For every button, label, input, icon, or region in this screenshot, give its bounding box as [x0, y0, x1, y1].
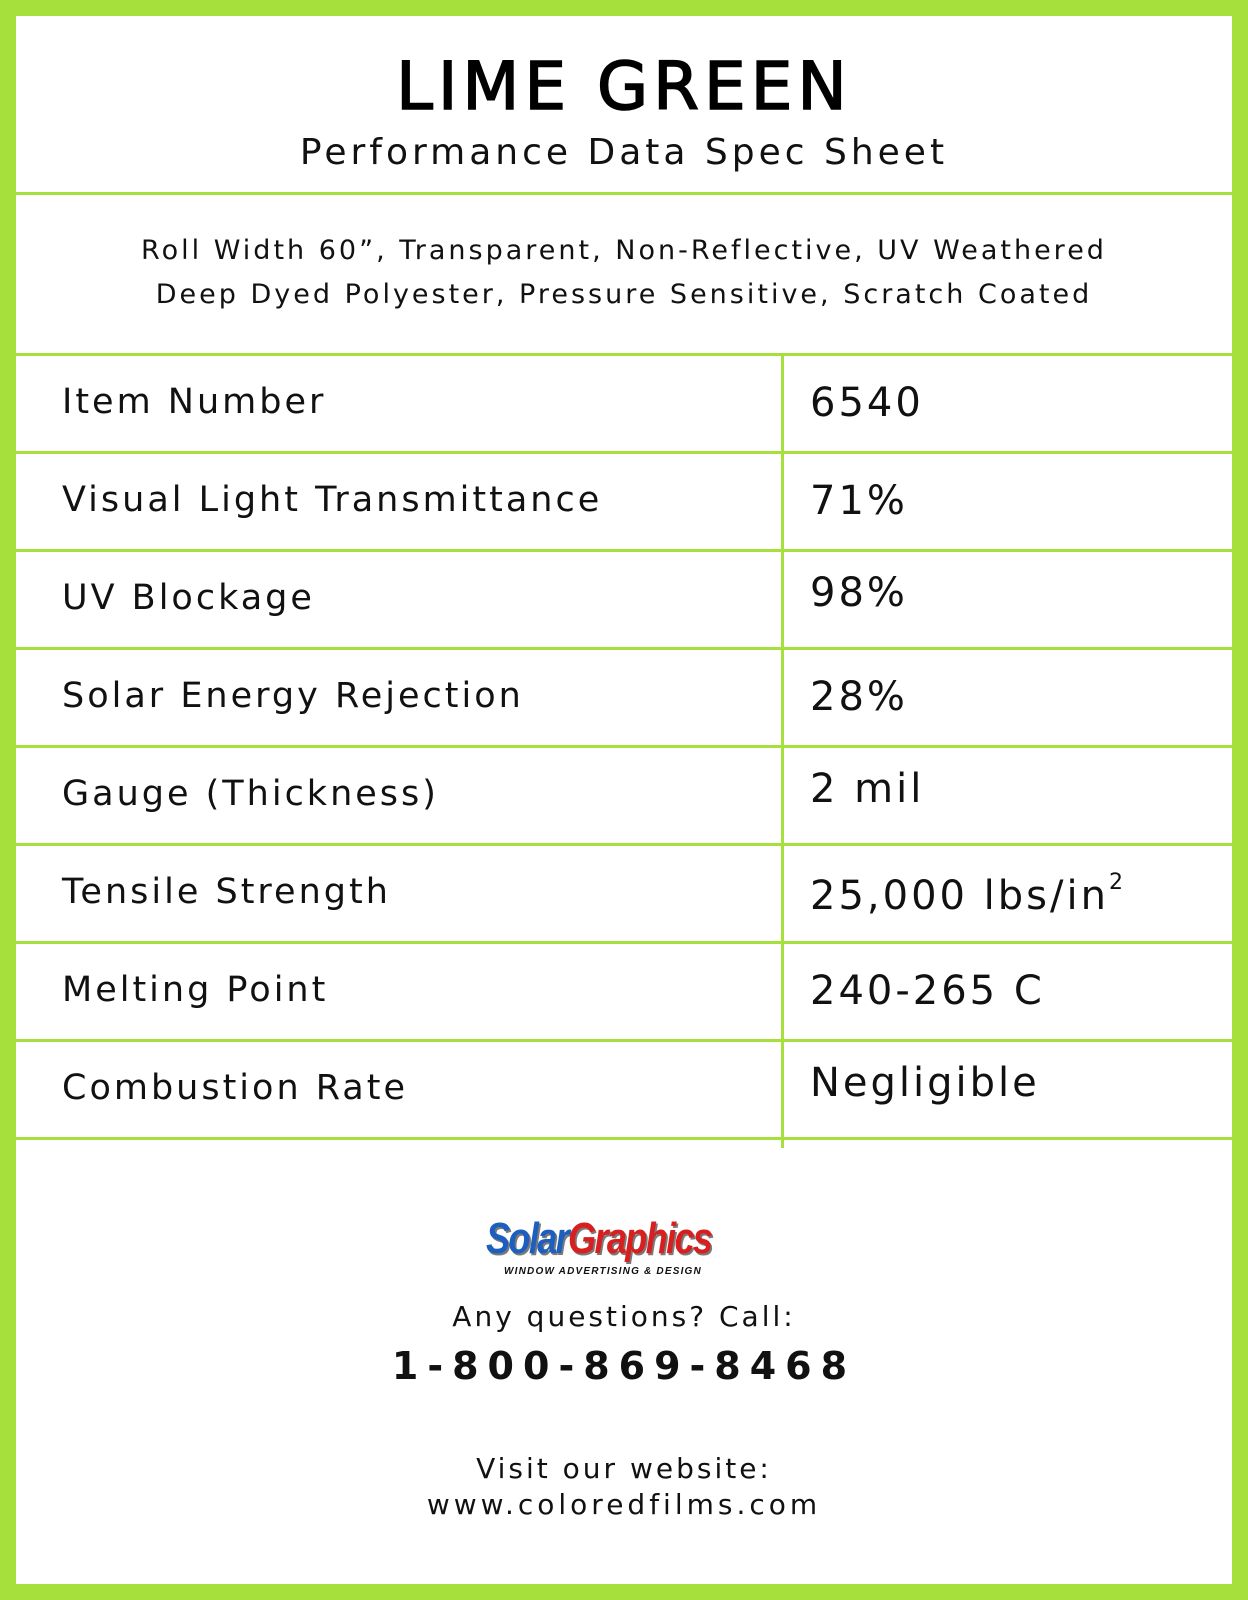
spec-value: 28% — [810, 674, 908, 720]
phone-number: 1-800-869-8468 — [391, 1344, 857, 1388]
questions-text: Any questions? Call: — [452, 1300, 796, 1333]
spec-value: 240-265 C — [810, 968, 1045, 1014]
spec-row-uv-blockage — [16, 552, 1232, 651]
description-line-1: Roll Width 60”, Transparent, Non-Reflective, UV Weathered — [141, 235, 1107, 266]
solar-graphics-logo — [486, 1214, 746, 1286]
spec-row-gauge — [16, 748, 1232, 847]
page-subtitle: Performance Data Spec Sheet — [299, 132, 949, 173]
spec-value: 2 mil — [810, 766, 925, 812]
spec-row-solar-energy-rejection — [16, 650, 1232, 749]
logo-tagline: WINDOW ADVERTISING & DESIGN — [504, 1266, 702, 1277]
spec-row-melting-point — [16, 944, 1232, 1043]
product-description — [16, 229, 1232, 317]
spec-label: Item Number — [62, 382, 327, 422]
description-line-2: Deep Dyed Polyester, Pressure Sensitive, Scratch Coated — [155, 279, 1093, 310]
spec-sheet — [16, 16, 1232, 1584]
logo-word-solar: Solar — [486, 1214, 569, 1263]
row-divider — [16, 1137, 1232, 1140]
superscript: 2 — [1108, 870, 1126, 895]
divider — [16, 192, 1232, 195]
spec-value: 71% — [810, 478, 908, 524]
spec-label: Gauge (Thickness) — [62, 774, 439, 814]
spec-value: Negligible — [810, 1060, 1040, 1106]
page-title: LIME GREEN — [396, 48, 852, 125]
visit-website-text: Visit our website: — [476, 1452, 772, 1485]
spec-row-visual-light-transmittance — [16, 454, 1232, 553]
spec-label: Visual Light Transmittance — [62, 480, 603, 520]
spec-value: 6540 — [810, 380, 924, 426]
spec-label: Combustion Rate — [62, 1068, 409, 1108]
website-url: www.coloredfilms.com — [426, 1488, 822, 1521]
spec-row-tensile-strength — [16, 846, 1232, 945]
spec-row-combustion-rate — [16, 1042, 1232, 1141]
spec-value-text: 25,000 lbs/in — [810, 873, 1109, 919]
spec-value — [810, 870, 1126, 919]
spec-label: UV Blockage — [62, 578, 315, 618]
spec-label: Tensile Strength — [62, 872, 391, 912]
logo-wordmark — [486, 1214, 711, 1264]
title-block — [16, 16, 1232, 194]
spec-value: 98% — [810, 570, 908, 616]
logo-word-graphics: Graphics — [568, 1214, 712, 1263]
spec-label: Melting Point — [62, 970, 329, 1010]
spec-label: Solar Energy Rejection — [62, 676, 524, 716]
spec-row-item-number — [16, 356, 1232, 455]
